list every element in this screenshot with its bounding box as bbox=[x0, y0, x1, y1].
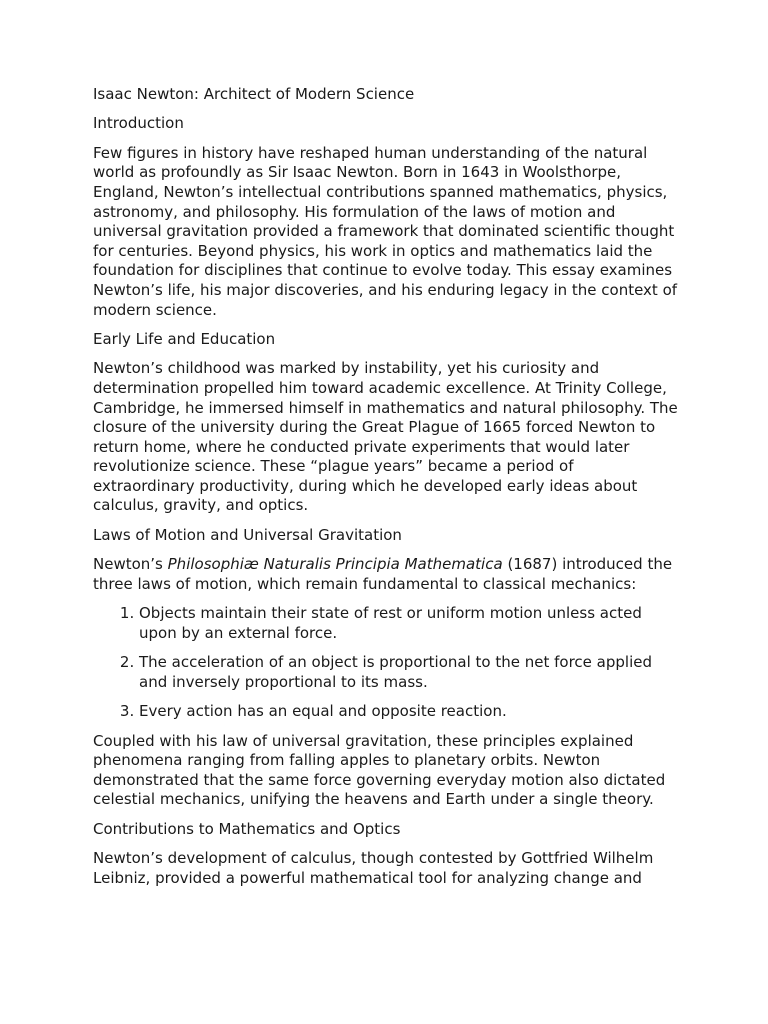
introduction-paragraph: Few figures in history have reshaped human understanding of the natural world as profoundly as Sir Isaac Newton. Born in 1643 in Woolsthorpe, England, Newton’s intellectual contributions spanned mathematics, physics, astronomy, and philosophy. His formulation of the laws of motion and universal gravitation provided a framework that dominated scientific thought for centuries. Beyond physics, his work in optics and mathematics laid the foundation for disciplines that continue to evolve today. This essay examines Newton’s life, his major discoveries, and his enduring legacy in the context of modern science. bbox=[93, 143, 678, 319]
section-heading-laws-of-motion: Laws of Motion and Universal Gravitation bbox=[93, 525, 402, 544]
list-item: 1. Objects maintain their state of rest or uniform motion unless acted upon by an external force. bbox=[139, 604, 678, 643]
section-heading-early-life: Early Life and Education bbox=[93, 329, 276, 348]
document-title: Isaac Newton: Architect of Modern Science bbox=[93, 85, 415, 103]
early-life-paragraph: Newton’s childhood was marked by instability, yet his curiosity and determination propelled him toward academic excellence. At Trinity College, Cambridge, he immersed himself in mathematics and natural philosophy. The closure of the university during the Great Plague of 1665 forced Newton to return home, where he conducted private experiments that would later revolutionize science. These “plague years” became a period of extraordinary productivity, during which he developed early ideas about calculus, gravity, and optics. bbox=[93, 359, 678, 515]
laws-of-motion-list bbox=[93, 604, 678, 722]
laws-intro-paragraph bbox=[93, 555, 678, 594]
section-heading-math-optics: Contributions to Mathematics and Optics bbox=[93, 819, 401, 838]
principia-title: Philosophiæ Naturalis Principia Mathematica bbox=[167, 555, 503, 574]
document-page bbox=[93, 85, 678, 898]
gravitation-paragraph: Coupled with his law of universal gravitation, these principles explained phenomena ranging from falling apples to planetary orbits. Newton demonstrated that the same force governing everyday motion also dictated celestial mechanics, unifying the heavens and Earth under a single theory. bbox=[93, 731, 666, 809]
list-item: 3. Every action has an equal and opposite reaction. bbox=[139, 702, 678, 722]
math-optics-paragraph: Newton’s development of calculus, though contested by Gottfried Wilhelm Leibniz, provided a powerful mathematical tool for analyzing change and bbox=[93, 849, 654, 887]
laws-intro-suffix: (1687) introduced the three laws of motion, which remain fundamental to classical mechanics: bbox=[93, 555, 673, 593]
section-heading-introduction: Introduction bbox=[93, 114, 184, 133]
list-item: 2. The acceleration of an object is proportional to the net force applied and inversely proportional to its mass. bbox=[139, 653, 678, 692]
laws-intro-prefix: Newton’s bbox=[93, 555, 168, 574]
